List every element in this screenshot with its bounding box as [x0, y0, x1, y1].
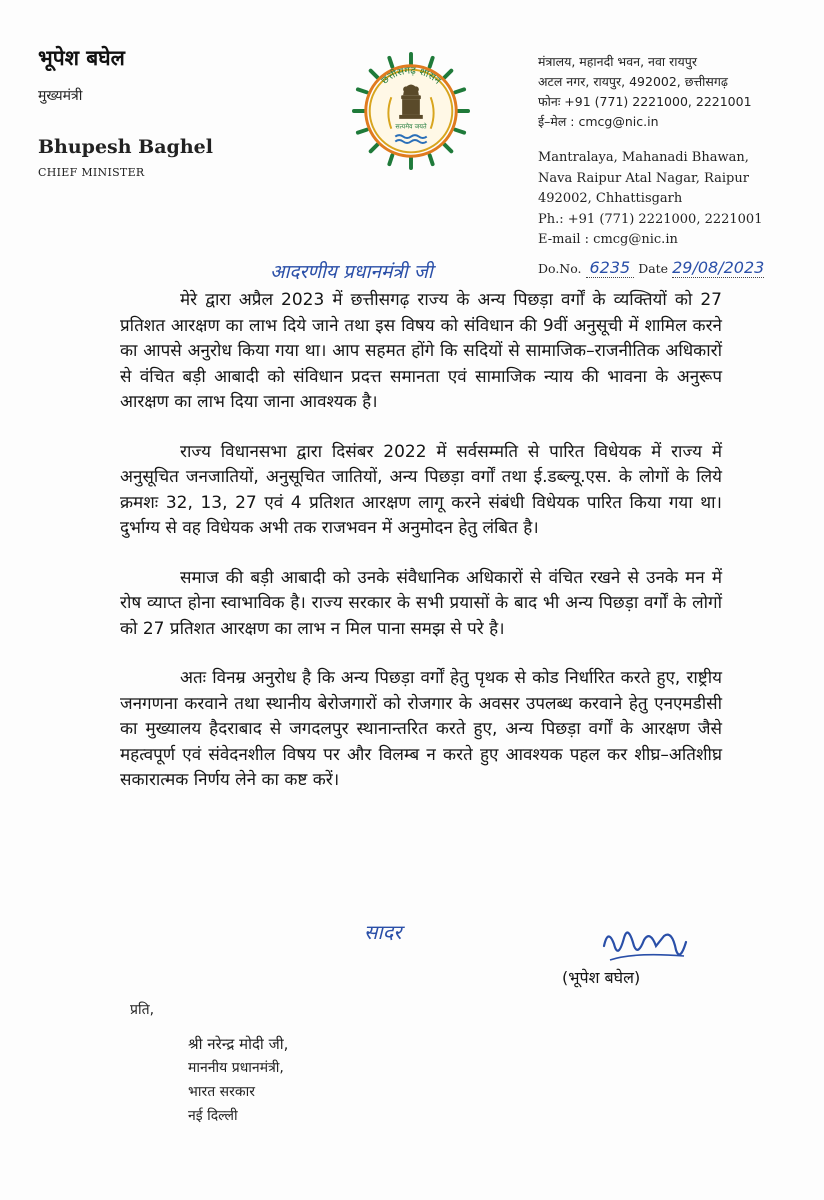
letter-body — [120, 288, 722, 818]
recipient-organisation: भारत सरकार — [188, 1084, 255, 1100]
sender-name-english: Bhupesh Baghel — [38, 136, 213, 158]
sender-name-hindi: भूपेश बघेल — [38, 46, 125, 70]
sender-title-english: CHIEF MINISTER — [38, 166, 145, 179]
body-paragraph: राज्य विधानसभा द्वारा दिसंबर 2022 में सर्वसम्मति से पारित विधेयक में राज्य में अनुसूचित जनजातियों, अनुसूचित जातियों, अन्य पिछड़ा वर्गों तथा ई.डब्ल्यू.एस. के लोगों के लिये क्रमशः 32, 13, 27 एवं 4 प्रतिशत आरक्षण लागू करने संबंधी विधेयक पारित किया गया था। दुर्भाग्य से वह विधेयक अभी तक राजभवन में अनुमोदन हेतु लंबित है। — [120, 441, 722, 538]
address-line: Mantralaya, Mahanadi Bhawan, — [538, 150, 749, 165]
phone-line: फोनः +91 (771) 2221000, 2221001 — [538, 94, 752, 109]
date-value: 29/08/2023 — [672, 258, 765, 277]
handwritten-closing: सादर — [364, 920, 402, 944]
to-label: प्रति, — [130, 1002, 155, 1018]
address-line: Nava Raipur Atal Nagar, Raipur — [538, 170, 749, 186]
recipient-name: श्री नरेन्द्र मोदी जी, — [188, 1035, 289, 1053]
signatory-name: (भूपेश बघेल) — [562, 968, 641, 987]
body-paragraph: मेरे द्वारा अप्रैल 2023 में छत्तीसगढ़ राज्य के अन्य पिछड़ा वर्गों के व्यक्तियों को 27 प्रतिशत आरक्षण का लाभ दिये जाने तथा इस विषय को संविधान की 9वीं अनुसूची में शामिल करने का आपसे अनुरोध किया गया था। आप सहमत होंगे कि सदियों से सामाजिक–राजनीतिक अधिकारों से वंचित बड़ी आबादी को संविधान प्रदत्त समानता एवं सामाजिक न्याय की भावना के अनुरूप आरक्षण का लाभ दिया जाना आवश्यक है। — [120, 290, 722, 412]
body-paragraph: समाज की बड़ी आबादी को उनके संवैधानिक अधिकारों से वंचित रखने से उनके मन में रोष व्याप्त होना स्वाभाविक है। राज्य सरकार के सभी प्रयासों के बाद भी अन्य पिछड़ा वर्गों के लोगों को 27 प्रतिशत आरक्षण का लाभ न मिल पाना समझ से परे है। — [120, 567, 722, 639]
chhattisgarh-emblem-icon — [352, 52, 470, 170]
do-number-label: Do.No. — [538, 261, 582, 276]
phone-line: Ph.: +91 (771) 2221000, 2221001 — [538, 211, 763, 227]
recipient-city: नई दिल्ली — [188, 1108, 238, 1124]
do-number-value: 6235 — [589, 258, 631, 277]
document-number-row — [538, 258, 764, 278]
date-label: Date — [638, 261, 669, 276]
recipient-address — [188, 1032, 288, 1128]
email-line: ई–मेल : cmcg@nic.in — [538, 114, 659, 129]
sender-title-hindi: मुख्यमंत्री — [38, 88, 83, 104]
recipient-designation: माननीय प्रधानमंत्री, — [188, 1060, 284, 1076]
address-english — [538, 148, 762, 251]
emblem-motto: सत्यमेव जयते — [395, 122, 427, 131]
address-hindi — [538, 52, 752, 132]
handwritten-salutation: आदरणीय प्रधानमंत्री जी — [270, 261, 433, 283]
address-line: मंत्रालय, महानदी भवन, नवा रायपुर — [538, 54, 697, 69]
address-line: अटल नगर, रायपुर, 492002, छत्तीसगढ़ — [538, 74, 728, 89]
body-paragraph: अतः विनम्र अनुरोध है कि अन्य पिछड़ा वर्गों हेतु पृथक से कोड निर्धारित करते हुए, राष्ट्रीय जनगणना करवाने तथा स्थानीय बेरोजगारों को रोजगार के अवसर उपलब्ध करवाने हेतु एनएमडीसी का मुख्यालय हैदराबाद से जगदलपुर स्थानान्तरित करते हुए, अन्य पिछड़ा वर्गों के आरक्षण जैसे महत्वपूर्ण एवं संवेदनशील विषय पर और विलम्ब न करते हुए आवश्यक पहल कर शीघ्र–अतिशीघ्र सकारात्मक निर्णय लेने का कष्ट करें। — [120, 668, 722, 790]
emblem-text: छत्तीसगढ़ शासन — [379, 65, 443, 87]
email-line: E-mail : cmcg@nic.in — [538, 232, 678, 247]
address-line: 492002, Chhattisgarh — [538, 191, 683, 206]
